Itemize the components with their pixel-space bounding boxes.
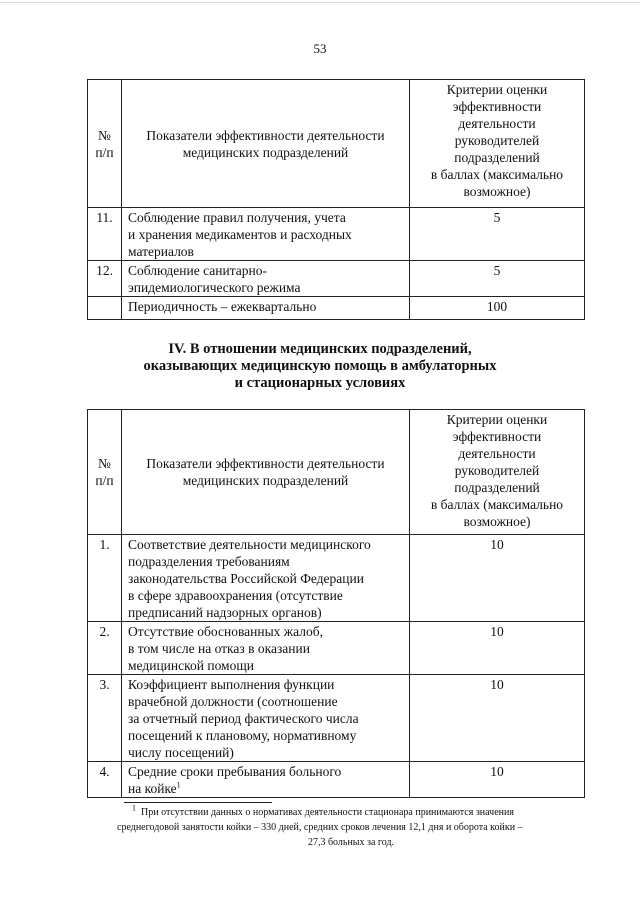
row-score: 5 <box>410 261 585 297</box>
row-score: 5 <box>410 208 585 261</box>
row-indicator: Периодичность – ежеквартально <box>122 297 410 320</box>
row-number: 1. <box>88 535 122 622</box>
row-number: 11. <box>88 208 122 261</box>
row-indicator: Соответствие деятельности медицинского подразделения требованиям законодательства Российской Федерации в сфере здравоохранения (отсутствие предписаний надзорных органов) <box>122 535 410 622</box>
row-score: 100 <box>410 297 585 320</box>
section-heading: IV. В отношении медицинских подразделений, оказывающих медицинскую помощь в амбулаторных и стационарных условиях <box>143 341 497 391</box>
header-indicators: Показатели эффективности деятельности медицинских подразделений <box>122 80 410 208</box>
row-indicator: Средние сроки пребывания больного на койке$^1$ <box>122 762 410 798</box>
table-row <box>88 261 585 297</box>
row-indicator: Соблюдение санитарно- эпидемиологического режима <box>122 261 410 297</box>
row-score: 10 <box>410 622 585 675</box>
footnote <box>117 805 585 850</box>
footnote-text-line: 27,3 больных за год. <box>307 837 395 848</box>
footnote-text-line: При отсутствии данных о нормативах деятельности стационара принимаются значения <box>141 807 514 818</box>
page-number: 53 <box>313 41 327 56</box>
scan-top-edge <box>0 2 640 3</box>
criteria-table-2 <box>87 409 585 798</box>
row-number <box>88 297 122 320</box>
table-header-row <box>88 80 585 208</box>
row-number: 3. <box>88 675 122 762</box>
header-number: № п/п <box>88 410 122 535</box>
footnote-text-line: среднегодовой занятости койки – 330 дней, средних сроков лечения 12,1 дня и оборота койки – <box>117 822 523 833</box>
header-indicators: Показатели эффективности деятельности медицинских подразделений <box>122 410 410 535</box>
header-criteria: Критерии оценки эффективности деятельности руководителей подразделений в баллах (максимально возможное) <box>410 80 585 208</box>
table-row <box>88 762 585 798</box>
footnote-reference: 1 <box>176 780 181 790</box>
row-indicator: Отсутствие обоснованных жалоб, в том числе на отказ в оказании медицинской помощи <box>122 622 410 675</box>
row-indicator: Коэффициент выполнения функции врачебной должности (соотношение за отчетный период фактического числа посещений к плановому, нормативному числу посещений) <box>122 675 410 762</box>
table-row <box>88 535 585 622</box>
table-row <box>88 675 585 762</box>
row-indicator: Соблюдение правил получения, учета и хранения медикаментов и расходных материалов <box>122 208 410 261</box>
table-row <box>88 297 585 320</box>
row-indicator-text: на койке <box>128 781 177 796</box>
row-number: 12. <box>88 261 122 297</box>
row-score: 10 <box>410 675 585 762</box>
header-number: № п/п <box>88 80 122 208</box>
criteria-table-1 <box>87 79 585 320</box>
table-header-row <box>88 410 585 535</box>
row-number: 4. <box>88 762 122 798</box>
row-number: 2. <box>88 622 122 675</box>
header-criteria: Критерии оценки эффективности деятельности руководителей подразделений в баллах (максимально возможное) <box>410 410 585 535</box>
footnote-separator <box>124 802 272 803</box>
table-row <box>88 622 585 675</box>
row-score: 10 <box>410 535 585 622</box>
row-score: 10 <box>410 762 585 798</box>
footnote-mark: 1 <box>132 803 136 813</box>
table-row <box>88 208 585 261</box>
